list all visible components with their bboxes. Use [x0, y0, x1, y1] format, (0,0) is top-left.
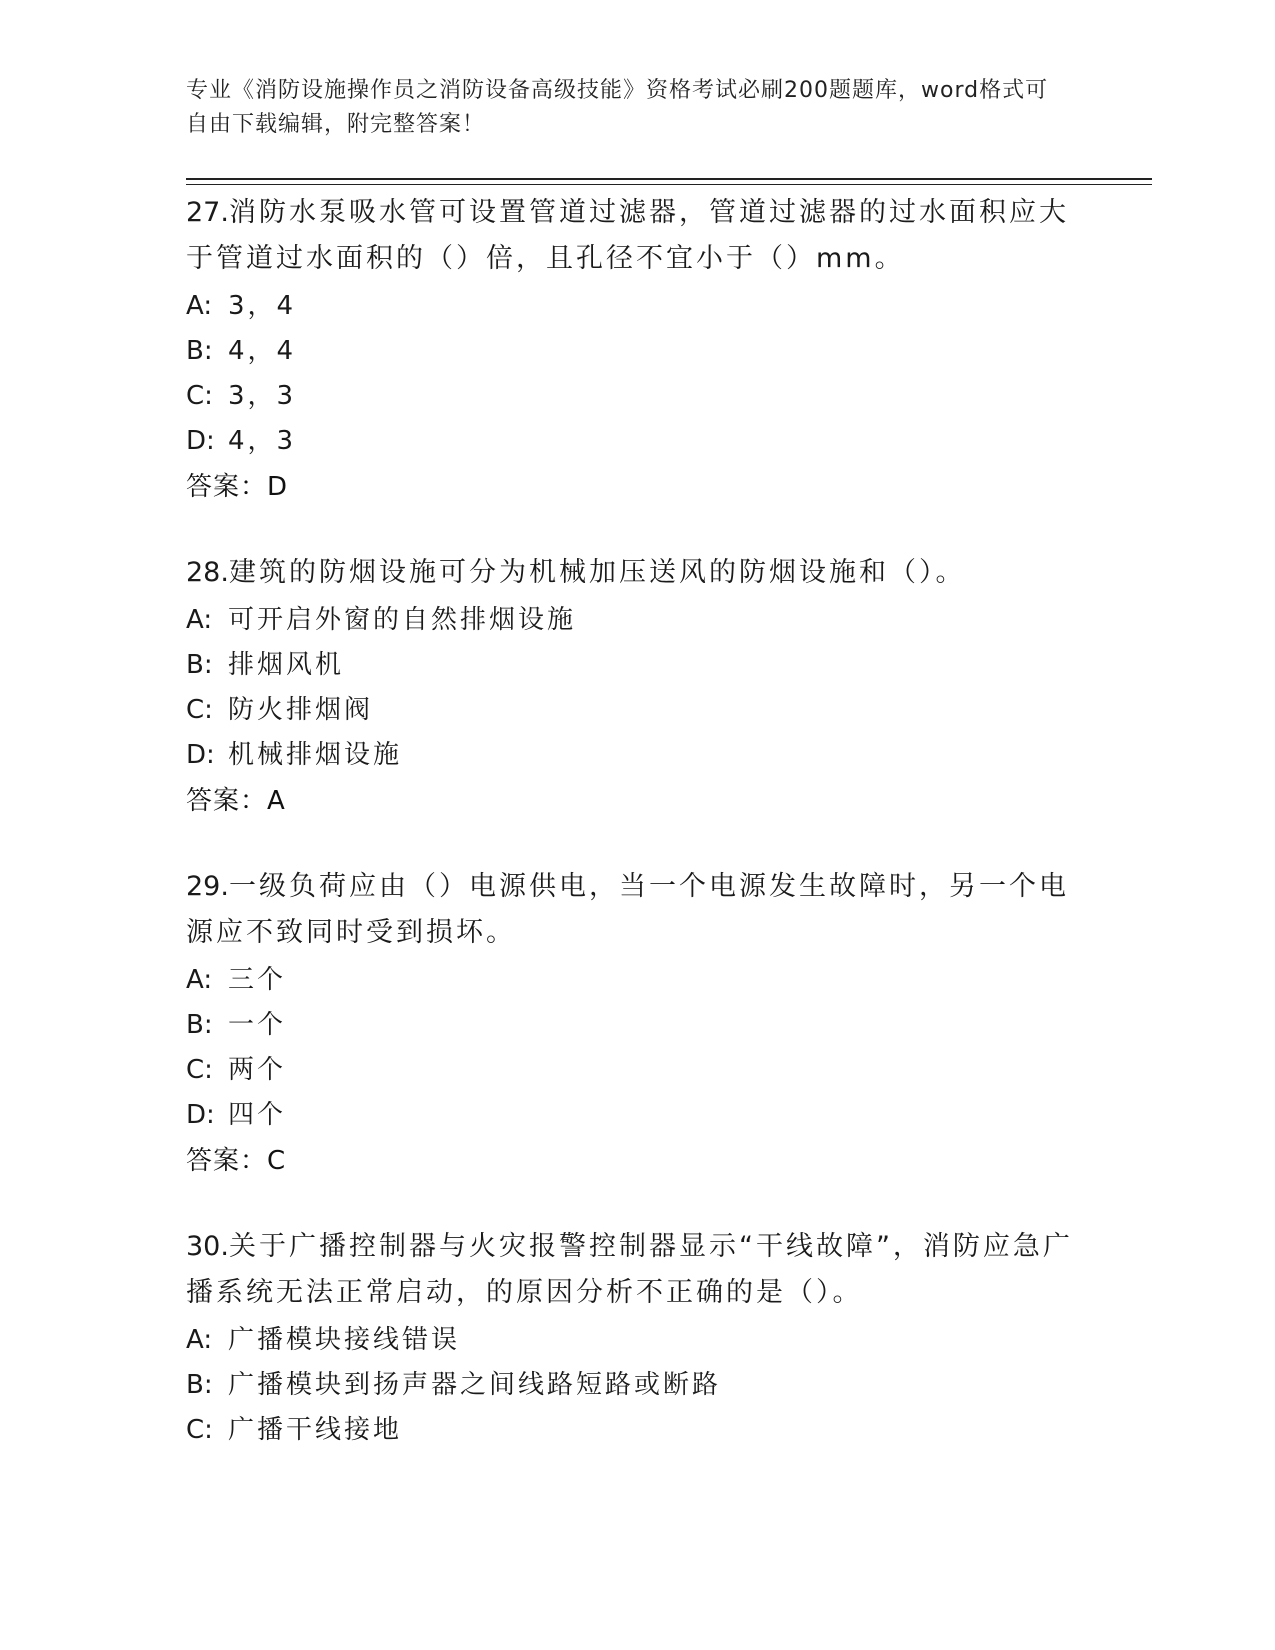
option-key: B: [186, 650, 213, 680]
option-text: 可开启外窗的自然排烟设施 [228, 605, 577, 635]
option-b [186, 643, 1086, 688]
option-text: 机械排烟设施 [228, 740, 403, 770]
option-a [186, 284, 1086, 329]
option-key: B: [186, 1370, 213, 1400]
option-c [186, 688, 1086, 733]
question-body: 消防水泵吸水管可设置管道过滤器，管道过滤器的过水面积应大于管道过水面积的（）倍，且孔径不宜小于（）mm。 [186, 197, 1069, 274]
option-d [186, 419, 1086, 464]
option-text: 4，3 [228, 426, 297, 456]
option-key: C: [186, 1415, 213, 1445]
question-number: 28. [186, 557, 229, 588]
option-d [186, 1093, 1086, 1138]
answer-label: 答案： [186, 1146, 268, 1176]
question-list [186, 190, 1086, 1493]
option-d [186, 733, 1086, 778]
option-key: C: [186, 381, 213, 411]
option-a [186, 598, 1086, 643]
header-divider-thick [186, 178, 1152, 180]
header-divider-thin [186, 184, 1152, 185]
question-body: 关于广播控制器与火灾报警控制器显示“干线故障”，消防应急广播系统无法正常启动，的原因分析不正确的是（）。 [186, 1231, 1073, 1308]
option-text: 广播模块接线错误 [228, 1325, 461, 1355]
answer-value: A [267, 786, 286, 816]
option-text: 3，3 [228, 381, 297, 411]
question-number: 27. [186, 197, 229, 228]
option-b [186, 329, 1086, 374]
question-text [186, 550, 1086, 596]
option-key: A: [186, 291, 213, 321]
question-28 [186, 550, 1086, 824]
question-number: 30. [186, 1231, 229, 1262]
option-text: 防火排烟阀 [228, 695, 374, 725]
question-text [186, 1224, 1086, 1316]
option-a [186, 1318, 1086, 1363]
option-b [186, 1003, 1086, 1048]
option-text: 广播干线接地 [228, 1415, 403, 1445]
option-key: B: [186, 336, 213, 366]
option-text: 排烟风机 [228, 650, 345, 680]
option-key: C: [186, 695, 213, 725]
answer-label: 答案： [186, 472, 268, 502]
option-c [186, 1048, 1086, 1093]
option-b [186, 1363, 1086, 1408]
option-text: 3，4 [228, 291, 297, 321]
answer-line [186, 464, 1086, 510]
option-key: D: [186, 1100, 215, 1130]
option-text: 一个 [228, 1010, 287, 1040]
option-c [186, 1408, 1086, 1453]
document-header: 专业《消防设施操作员之消防设备高级技能》资格考试必刷200题题库，word格式可自由下载编辑，附完整答案！ [186, 78, 1049, 137]
option-a [186, 958, 1086, 1003]
answer-line [186, 778, 1086, 824]
option-key: A: [186, 1325, 213, 1355]
answer-line [186, 1138, 1086, 1184]
question-text [186, 864, 1086, 956]
answer-label: 答案： [186, 786, 268, 816]
option-key: D: [186, 426, 215, 456]
question-29 [186, 864, 1086, 1184]
answer-value: D [267, 472, 289, 502]
option-key: A: [186, 965, 213, 995]
option-text: 三个 [228, 965, 287, 995]
question-27 [186, 190, 1086, 510]
question-body: 建筑的防烟设施可分为机械加压送风的防烟设施和（）。 [228, 557, 966, 588]
option-key: B: [186, 1010, 213, 1040]
option-key: C: [186, 1055, 213, 1085]
question-text [186, 190, 1086, 282]
question-body: 一级负荷应由（）电源供电，当一个电源发生故障时，另一个电源应不致同时受到损坏。 [186, 871, 1069, 948]
option-text: 广播模块到扬声器之间线路短路或断路 [228, 1370, 722, 1400]
question-30 [186, 1224, 1086, 1453]
question-number: 29. [186, 871, 229, 902]
option-c [186, 374, 1086, 419]
option-text: 4，4 [228, 336, 297, 366]
answer-value: C [267, 1146, 287, 1176]
option-key: D: [186, 740, 215, 770]
option-text: 四个 [228, 1100, 287, 1130]
option-key: A: [186, 605, 213, 635]
option-text: 两个 [228, 1055, 287, 1085]
